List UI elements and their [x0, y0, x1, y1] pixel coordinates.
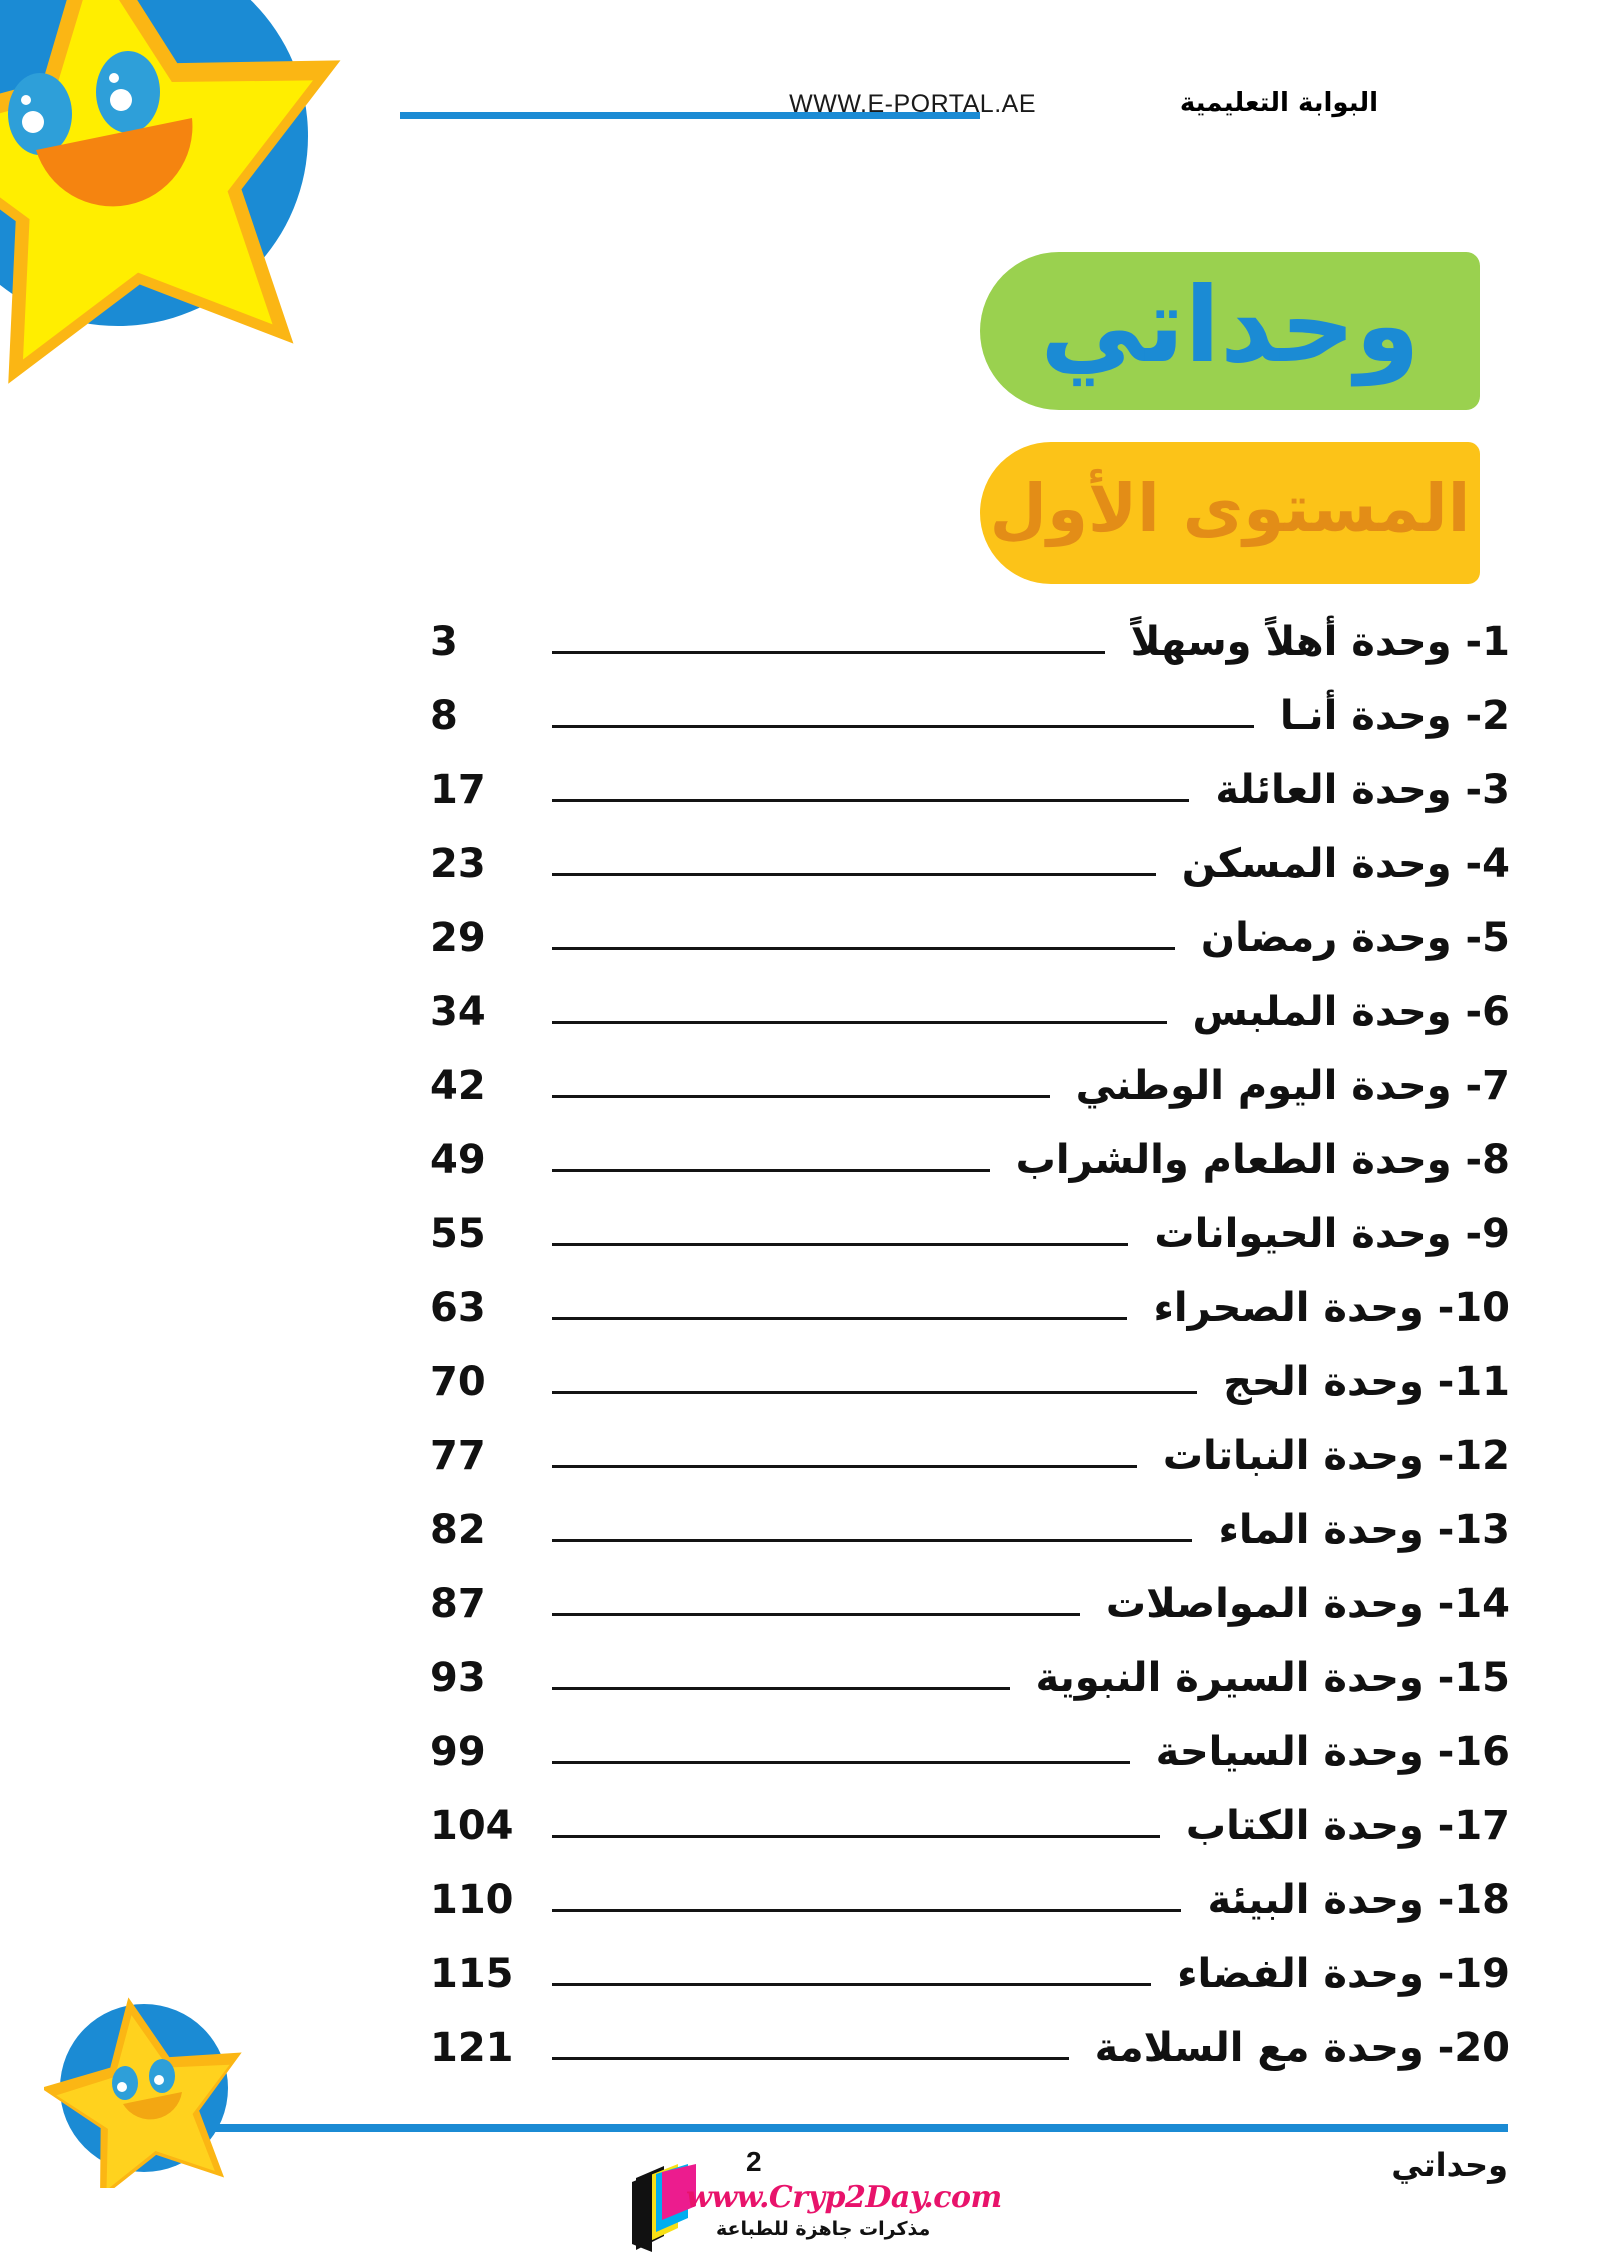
toc-entry-page-number: 55	[430, 1211, 486, 1257]
toc-entry-title: 14- وحدة المواصلات	[1105, 1581, 1510, 1627]
toc-entry-title: 17- وحدة الكتاب	[1185, 1803, 1510, 1849]
toc-leader-line	[552, 1613, 1080, 1616]
toc-entry-page-number: 8	[430, 693, 458, 739]
toc-leader-line	[552, 651, 1105, 654]
units-title-label: وحداتي	[1040, 264, 1420, 386]
toc-entry-page-number: 63	[430, 1285, 486, 1331]
toc-row[interactable]	[430, 1718, 1510, 1792]
toc-leader-line	[552, 1687, 1010, 1690]
toc-entry-title: 19- وحدة الفضاء	[1177, 1951, 1510, 1997]
toc-entry-title: 18- وحدة البيئة	[1207, 1877, 1510, 1923]
level-title-pill	[980, 442, 1480, 584]
toc-row[interactable]	[430, 1200, 1510, 1274]
toc-row[interactable]	[430, 756, 1510, 830]
toc-row[interactable]	[430, 1274, 1510, 1348]
toc-row[interactable]	[430, 1422, 1510, 1496]
toc-row[interactable]	[430, 904, 1510, 978]
toc-entry-title: 11- وحدة الحج	[1223, 1359, 1510, 1405]
toc-entry-title: 15- وحدة السيرة النبوية	[1035, 1655, 1510, 1701]
toc-leader-line	[552, 1243, 1128, 1246]
toc-entry-page-number: 82	[430, 1507, 486, 1553]
toc-entry-page-number: 70	[430, 1359, 486, 1405]
toc-leader-line	[552, 1983, 1151, 1986]
toc-entry-title: 10- وحدة الصحراء	[1153, 1285, 1510, 1331]
toc-entry-title: 16- وحدة السياحة	[1155, 1729, 1510, 1775]
toc-leader-line	[552, 1391, 1197, 1394]
toc-entry-page-number: 87	[430, 1581, 486, 1627]
toc-entry-title: 3- وحدة العائلة	[1215, 767, 1510, 813]
toc-row[interactable]	[430, 1052, 1510, 1126]
level-title-label: المستوى الأول	[989, 470, 1471, 547]
toc-entry-title: 7- وحدة اليوم الوطني	[1075, 1063, 1510, 1109]
toc-entry-page-number: 23	[430, 841, 486, 887]
smiling-star-mascot-small	[44, 1988, 244, 2188]
toc-entry-page-number: 77	[430, 1433, 486, 1479]
toc-leader-line	[552, 2057, 1069, 2060]
toc-entry-title: 8- وحدة الطعام والشراب	[1015, 1137, 1510, 1183]
toc-row[interactable]	[430, 1126, 1510, 1200]
toc-leader-line	[552, 725, 1254, 728]
toc-entry-title: 4- وحدة المسكن	[1181, 841, 1510, 887]
header-brand-name: البوابة التعليمية	[1179, 88, 1378, 118]
units-title-pill	[980, 252, 1480, 410]
toc-entry-page-number: 99	[430, 1729, 486, 1775]
toc-leader-line	[552, 1835, 1160, 1838]
footer-brand-name: وحداتي	[1391, 2146, 1508, 2184]
toc-row[interactable]	[430, 830, 1510, 904]
toc-leader-line	[552, 873, 1156, 876]
smiling-star-mascot	[0, 0, 360, 394]
toc-entry-title: 20- وحدة مع السلامة	[1094, 2025, 1510, 2071]
toc-entry-page-number: 115	[430, 1951, 514, 1997]
toc-entry-title: 12- وحدة النباتات	[1162, 1433, 1510, 1479]
toc-leader-line	[552, 1021, 1167, 1024]
toc-row[interactable]	[430, 1348, 1510, 1422]
table-of-contents	[430, 608, 1510, 2088]
toc-leader-line	[552, 1095, 1050, 1098]
toc-entry-title: 5- وحدة رمضان	[1200, 915, 1510, 961]
toc-entry-title: 6- وحدة الملبس	[1192, 989, 1510, 1035]
toc-row[interactable]	[430, 1570, 1510, 1644]
toc-leader-line	[552, 799, 1189, 802]
toc-row[interactable]	[430, 1792, 1510, 1866]
toc-entry-page-number: 49	[430, 1137, 486, 1183]
toc-row[interactable]	[430, 1866, 1510, 1940]
toc-row[interactable]	[430, 2014, 1510, 2088]
toc-entry-page-number: 42	[430, 1063, 486, 1109]
toc-entry-title: 9- وحدة الحيوانات	[1154, 1211, 1510, 1257]
toc-entry-title: 13- وحدة الماء	[1218, 1507, 1510, 1553]
toc-row[interactable]	[430, 978, 1510, 1052]
footer-page-number: 2	[746, 2146, 762, 2177]
toc-entry-page-number: 93	[430, 1655, 486, 1701]
toc-leader-line	[552, 1909, 1181, 1912]
toc-row[interactable]	[430, 1644, 1510, 1718]
toc-leader-line	[552, 1169, 990, 1172]
header-site-url: WWW.E-PORTAL.AE	[789, 90, 1036, 118]
toc-entry-title: 2- وحدة أنـا	[1279, 693, 1510, 739]
toc-leader-line	[552, 1465, 1137, 1468]
toc-leader-line	[552, 1539, 1192, 1542]
footer-rule	[190, 2124, 1508, 2132]
watermark-url: www.Cryp2Day.com	[686, 2180, 1002, 2215]
toc-entry-page-number: 104	[430, 1803, 514, 1849]
printer-watermark	[630, 2160, 1002, 2260]
toc-entry-page-number: 34	[430, 989, 486, 1035]
toc-entry-page-number: 17	[430, 767, 486, 813]
toc-leader-line	[552, 1761, 1130, 1764]
toc-leader-line	[552, 947, 1175, 950]
toc-entry-page-number: 3	[430, 619, 458, 665]
toc-entry-title: 1- وحدة أهلاً وسهلاً	[1130, 619, 1510, 665]
toc-entry-page-number: 110	[430, 1877, 514, 1923]
toc-leader-line	[552, 1317, 1127, 1320]
toc-row[interactable]	[430, 608, 1510, 682]
page-header	[0, 90, 1600, 150]
toc-row[interactable]	[430, 1496, 1510, 1570]
toc-row[interactable]	[430, 1940, 1510, 2014]
toc-row[interactable]	[430, 682, 1510, 756]
watermark-subtitle: مذكرات جاهزة للطباعة	[716, 2218, 931, 2240]
toc-entry-page-number: 121	[430, 2025, 514, 2071]
toc-entry-page-number: 29	[430, 915, 486, 961]
